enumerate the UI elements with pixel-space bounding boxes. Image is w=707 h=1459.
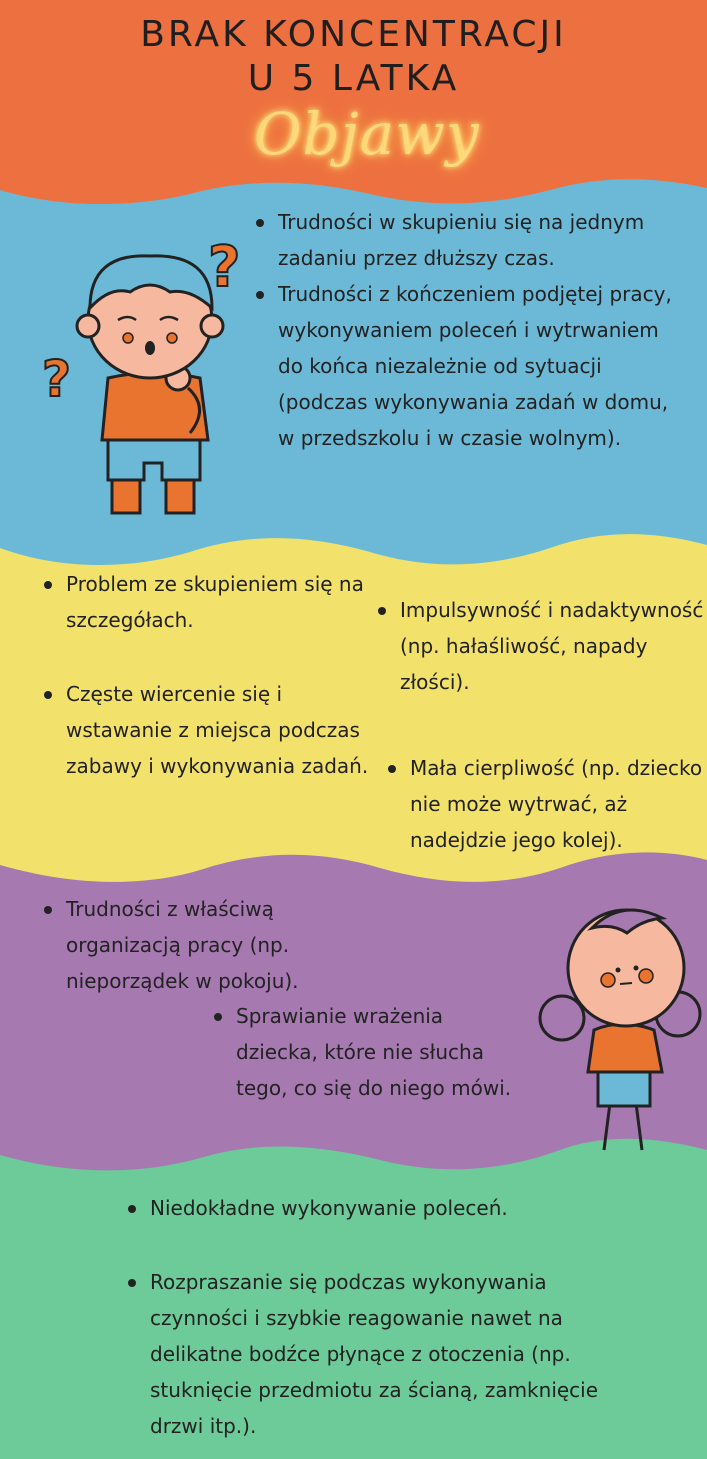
girl-illustration xyxy=(532,888,702,1158)
list-item: Mała cierpliwość (np. dziecko nie może wytrwać, aż nadejdzie jego kolej). xyxy=(384,750,704,858)
title-line-1: BRAK KONCENTRACJI xyxy=(140,14,567,55)
subtitle-script: Objawy xyxy=(254,100,480,168)
title-line-2: U 5 LATKA xyxy=(247,58,460,99)
purple-list-2 xyxy=(210,998,530,1106)
list-item: Trudności z kończeniem podjętej pracy, wykonywaniem poleceń i wytrwaniem do końca niezależnie od sytuacji (podczas wykonywania zadań w domu, w przedszkolu i w czasie wolnym). xyxy=(252,276,682,456)
list-item: Trudności z właściwą organizacją pracy (np. nieporządek w pokoju). xyxy=(40,891,340,999)
list-item: Impulsywność i nadaktywność (np. hałaśliwość, napady złości). xyxy=(374,592,704,700)
green-list xyxy=(124,1190,624,1444)
purple-list-1 xyxy=(40,891,340,999)
list-item: Częste wiercenie się i wstawanie z miejsca podczas zabawy i wykonywania zadań. xyxy=(40,676,380,784)
confused-boy-illustration xyxy=(40,228,250,528)
list-item: Trudności w skupieniu się na jednym zadaniu przez dłuższy czas. xyxy=(252,204,682,276)
blue-section-list xyxy=(252,204,682,456)
list-item: Sprawianie wrażenia dziecka, które nie słucha tego, co się do niego mówi. xyxy=(210,998,530,1106)
yellow-right-list-2 xyxy=(384,750,704,858)
list-item: Niedokładne wykonywanie poleceń. xyxy=(124,1190,624,1226)
question-mark-icon: ? xyxy=(208,235,241,300)
yellow-left-list xyxy=(40,566,380,784)
list-item: Rozpraszanie się podczas wykonywania czynności i szybkie reagowanie nawet na delikatne bodźce płynące z otoczenia (np. stuknięcie przedmiotu za ścianą, zamknięcie drzwi itp.). xyxy=(124,1264,624,1444)
list-item: Problem ze skupieniem się na szczegółach. xyxy=(40,566,380,638)
yellow-right-list-1 xyxy=(374,592,704,700)
question-mark-icon: ? xyxy=(42,350,72,408)
